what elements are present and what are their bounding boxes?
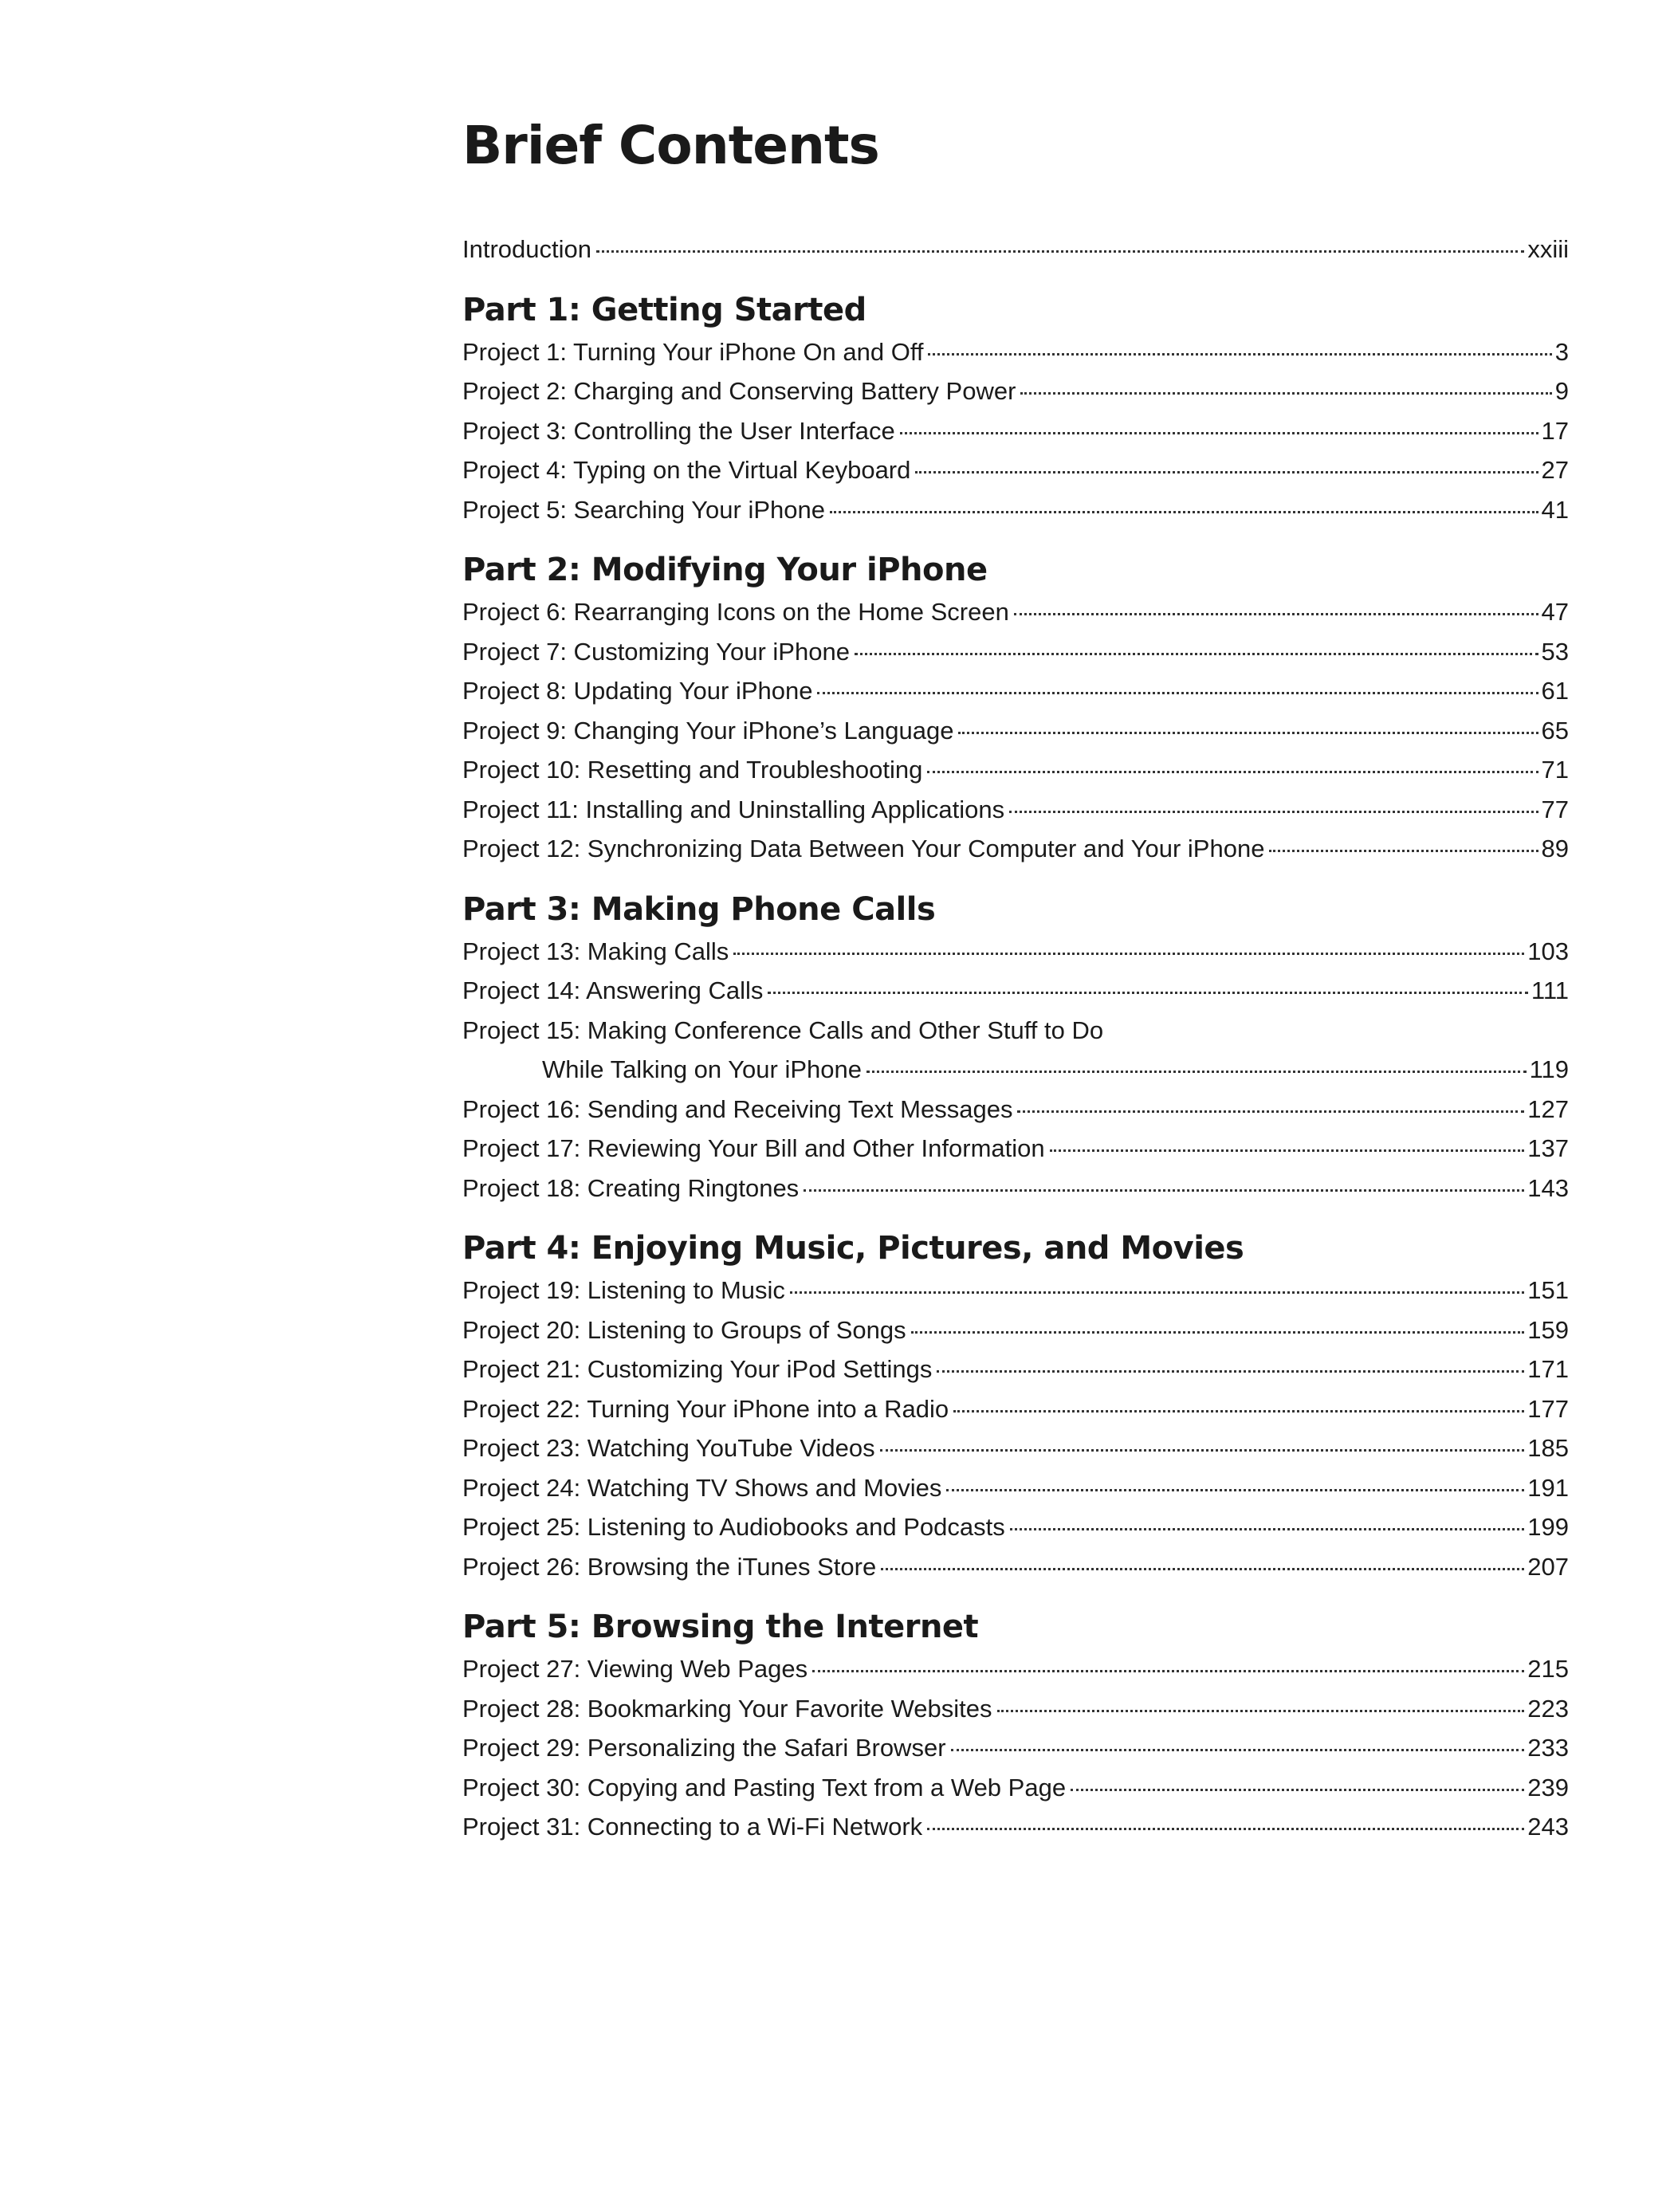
toc-entry-label: Project 27: Viewing Web Pages (462, 1655, 808, 1683)
dot-leader (928, 353, 1551, 356)
toc-entry-introduction (462, 230, 1569, 269)
toc-entry-page: 65 (1541, 716, 1569, 745)
toc-entry-page: 137 (1527, 1134, 1569, 1162)
toc-entry (462, 1129, 1569, 1169)
toc-entry-page: 3 (1554, 337, 1569, 366)
toc-entry-label: Project 3: Controlling the User Interface (462, 416, 895, 445)
toc-entry-label: Project 31: Connecting to a Wi-Fi Network (462, 1813, 923, 1841)
dot-leader (596, 250, 1524, 253)
part-section (462, 887, 1569, 1208)
toc-entry-label: Project 24: Watching TV Shows and Movies (462, 1473, 942, 1502)
dot-leader (1269, 850, 1538, 852)
toc-entry (462, 1169, 1569, 1208)
part-heading: Part 2: Modifying Your iPhone (462, 552, 988, 588)
toc-entry-label: Introduction (462, 235, 591, 263)
toc-entry-label: Project 4: Typing on the Virtual Keyboard (462, 456, 911, 484)
toc-entry (462, 1547, 1569, 1587)
toc-entry (462, 829, 1569, 869)
toc-entry-label: Project 18: Creating Ringtones (462, 1173, 800, 1202)
dot-leader (927, 771, 1538, 773)
toc-entry (462, 332, 1569, 372)
toc-entry-page: 185 (1527, 1434, 1569, 1462)
toc-entry (462, 411, 1569, 451)
toc-entry-page: 207 (1527, 1552, 1569, 1581)
toc-entry (462, 450, 1569, 490)
toc-entry-label: Project 2: Charging and Conserving Battery Power (462, 377, 1016, 405)
toc-entry (462, 1689, 1569, 1729)
dot-leader (900, 432, 1538, 434)
dot-leader (790, 1291, 1524, 1294)
part-section (462, 288, 1569, 530)
toc-entry-label: Project 6: Rearranging Icons on the Home Screen (462, 598, 1009, 626)
toc-entry-label: Project 28: Bookmarking Your Favorite Websites (462, 1694, 992, 1723)
dot-leader (768, 992, 1528, 994)
toc-entry-continuation-label: While Talking on Your iPhone (542, 1055, 862, 1083)
toc-entry (462, 1090, 1569, 1130)
toc-entry (462, 490, 1569, 530)
toc-entry-page: 89 (1541, 835, 1569, 862)
dot-leader (1050, 1149, 1525, 1152)
toc-entry-label: Project 13: Making Calls (462, 937, 729, 965)
toc-entry-label: Project 7: Customizing Your iPhone (462, 637, 850, 666)
toc-entry-page: 41 (1541, 495, 1569, 524)
toc-entry-page: 215 (1527, 1655, 1569, 1683)
toc-entry-label: Project 1: Turning Your iPhone On and Off (462, 337, 924, 366)
toc-entry-label: Project 19: Listening to Music (462, 1276, 785, 1304)
toc-entry-page: 191 (1527, 1473, 1569, 1502)
toc-entry-page: 61 (1541, 677, 1569, 705)
toc-entry-page: 103 (1527, 937, 1569, 965)
dot-leader (946, 1489, 1524, 1491)
part-section (462, 1605, 1569, 1847)
toc-entry-continuation (462, 1050, 1569, 1090)
part-heading: Part 4: Enjoying Music, Pictures, and Movies (462, 1230, 1244, 1267)
toc-entry-page: 243 (1527, 1813, 1569, 1841)
dot-leader (1014, 613, 1538, 615)
table-of-contents (462, 115, 1569, 1847)
toc-entry (462, 1011, 1569, 1051)
toc-entry-label: Project 9: Changing Your iPhone’s Language (462, 716, 954, 745)
toc-entry (462, 1807, 1569, 1847)
toc-entry-label: Project 21: Customizing Your iPod Settings (462, 1355, 933, 1383)
toc-entry (462, 1507, 1569, 1547)
dot-leader (733, 953, 1524, 955)
dot-leader (911, 1331, 1525, 1334)
toc-entry-label: Project 26: Browsing the iTunes Store (462, 1552, 877, 1581)
toc-entry-page: 199 (1527, 1513, 1569, 1541)
part-heading: Part 5: Browsing the Internet (462, 1609, 979, 1645)
dot-leader (1009, 811, 1538, 813)
toc-entry (462, 1271, 1569, 1310)
toc-entry-label: Project 8: Updating Your iPhone (462, 677, 813, 705)
toc-entry-page: 77 (1541, 795, 1569, 823)
dot-leader (880, 1449, 1525, 1452)
toc-entry (462, 1649, 1569, 1689)
part-heading: Part 1: Getting Started (462, 291, 866, 328)
toc-entry-page: 47 (1541, 598, 1569, 626)
toc-entry (462, 971, 1569, 1011)
toc-entry-label: Project 29: Personalizing the Safari Browser (462, 1734, 946, 1762)
dot-leader (830, 511, 1538, 513)
dot-leader (817, 692, 1538, 694)
toc-entry (462, 1389, 1569, 1429)
part-section (462, 1226, 1569, 1586)
toc-entry-page: xxiii (1527, 235, 1569, 263)
toc-entry-page: 159 (1527, 1315, 1569, 1344)
dot-leader (1010, 1528, 1525, 1530)
dot-leader (927, 1828, 1524, 1830)
part-section (462, 548, 1569, 869)
toc-entry-page: 9 (1554, 377, 1569, 405)
toc-entry (462, 592, 1569, 632)
toc-entry (462, 632, 1569, 672)
toc-entry-label: Project 5: Searching Your iPhone (462, 495, 825, 524)
toc-entry-label: Project 12: Synchronizing Data Between Your Computer and Your iPhone (462, 835, 1265, 862)
toc-entry-label: Project 23: Watching YouTube Videos (462, 1434, 875, 1462)
toc-entry-page: 239 (1527, 1773, 1569, 1801)
toc-entry-label: Project 20: Listening to Groups of Songs (462, 1315, 906, 1344)
toc-entry-page: 71 (1541, 756, 1569, 784)
dot-leader (881, 1568, 1524, 1570)
toc-entry-page: 223 (1527, 1694, 1569, 1723)
dot-leader (866, 1071, 1527, 1073)
toc-entry-page: 119 (1529, 1055, 1569, 1083)
toc-entry (462, 1428, 1569, 1468)
dot-leader (804, 1189, 1524, 1192)
toc-entry-label: Project 17: Reviewing Your Bill and Other Information (462, 1134, 1045, 1162)
toc-entry-page: 233 (1527, 1734, 1569, 1762)
toc-entry-page: 17 (1541, 416, 1569, 445)
toc-entry (462, 1468, 1569, 1508)
toc-entry (462, 1768, 1569, 1808)
toc-entry (462, 1350, 1569, 1389)
toc-entry (462, 711, 1569, 751)
dot-leader (953, 1410, 1524, 1412)
dot-leader (997, 1710, 1525, 1712)
dot-leader (1017, 1110, 1524, 1113)
toc-entry-label: Project 15: Making Conference Calls and Other Stuff to Do (462, 1016, 1104, 1044)
toc-entry-label: Project 11: Installing and Uninstalling Applications (462, 795, 1005, 823)
dot-leader (937, 1370, 1524, 1373)
dot-leader (958, 732, 1538, 734)
toc-entry-page: 177 (1527, 1394, 1569, 1423)
toc-entry-page: 111 (1531, 976, 1569, 1004)
toc-entry-page: 143 (1527, 1173, 1569, 1202)
toc-entry-label: Project 22: Turning Your iPhone into a Radio (462, 1394, 949, 1423)
parts-list (462, 288, 1569, 1847)
toc-entry (462, 750, 1569, 790)
toc-entry (462, 671, 1569, 711)
toc-entry (462, 932, 1569, 972)
toc-entry-label: Project 30: Copying and Pasting Text from a Web Page (462, 1773, 1067, 1801)
toc-entry-page: 27 (1541, 456, 1569, 484)
dot-leader (855, 653, 1538, 655)
toc-entry-label: Project 25: Listening to Audiobooks and Podcasts (462, 1513, 1005, 1541)
toc-entry-label: Project 10: Resetting and Troubleshooting (462, 756, 923, 784)
toc-entry (462, 371, 1569, 411)
dot-leader (812, 1670, 1524, 1672)
toc-entry-label: Project 14: Answering Calls (462, 976, 764, 1004)
toc-entry-page: 127 (1527, 1094, 1569, 1123)
toc-entry (462, 790, 1569, 830)
page-title: Brief Contents (462, 115, 879, 176)
toc-entry-page: 151 (1527, 1276, 1569, 1304)
part-heading: Part 3: Making Phone Calls (462, 890, 936, 928)
toc-entry-page: 53 (1541, 637, 1569, 666)
dot-leader (1071, 1789, 1524, 1791)
dot-leader (915, 471, 1538, 473)
toc-entry-label: Project 16: Sending and Receiving Text Messages (462, 1094, 1013, 1123)
toc-entry (462, 1310, 1569, 1350)
dot-leader (1020, 392, 1551, 395)
dot-leader (951, 1749, 1525, 1751)
toc-entry-page: 171 (1527, 1355, 1569, 1383)
toc-entry (462, 1728, 1569, 1768)
